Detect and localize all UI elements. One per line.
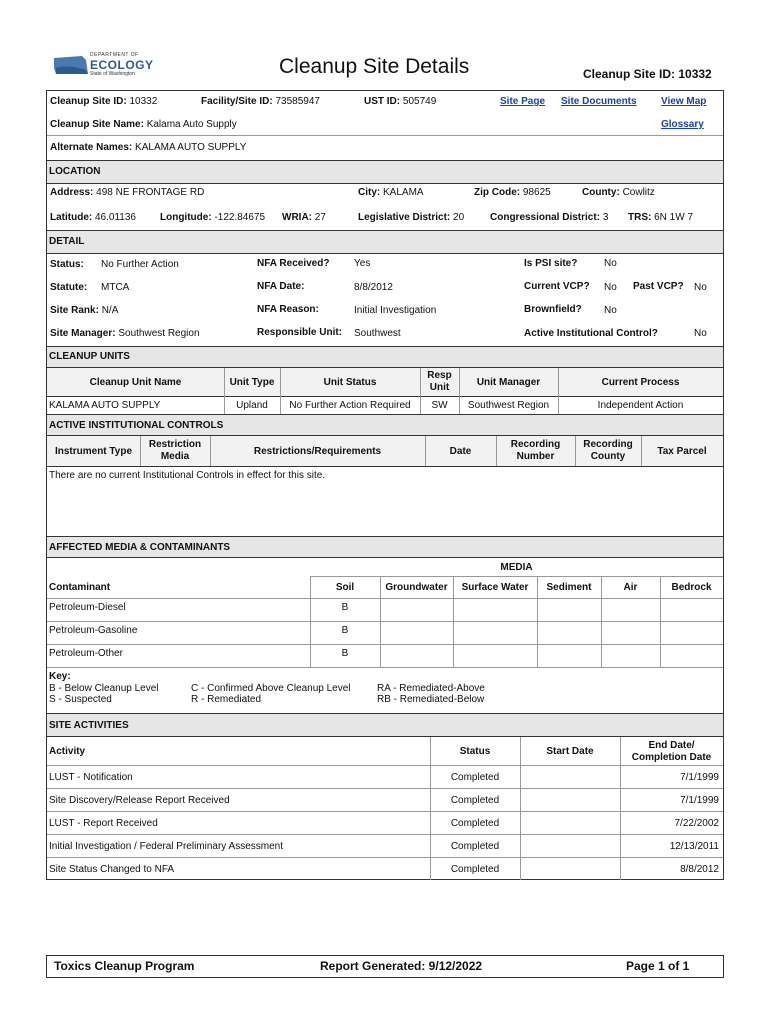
activity-status: Completed (450, 795, 500, 806)
units-col-manager: Unit Manager (476, 377, 541, 388)
congressional-district-value: 3 (602, 212, 609, 223)
site-rank-value: N/A (101, 305, 119, 316)
site-name-label: Cleanup Site Name: (50, 119, 144, 130)
activities-col-start: Start Date (546, 746, 594, 757)
brownfield-value: No (604, 305, 617, 316)
contaminant-soil: B (341, 602, 349, 613)
longitude-label: Longitude: (160, 212, 212, 223)
activity-name: LUST - Notification (49, 772, 133, 783)
controls-col-media: Restriction Media (148, 439, 202, 462)
contaminant-soil: B (341, 625, 349, 636)
activity-name: LUST - Report Received (49, 818, 158, 829)
psi-label: Is PSI site? (524, 258, 578, 269)
media-col-sediment: Sediment (546, 582, 592, 593)
page-title: Cleanup Site Details (279, 55, 470, 78)
contaminant-soil: B (341, 648, 349, 659)
view-map-link[interactable]: View Map (661, 96, 707, 107)
active-institutional-control-value: No (694, 328, 707, 339)
footer-page-number: Page 1 of 1 (626, 959, 690, 973)
activity-end: 12/13/2011 (669, 841, 719, 852)
media-col-air: Air (623, 582, 638, 593)
address-label: Address: (50, 187, 94, 198)
site-documents-link[interactable]: Site Documents (561, 96, 637, 107)
controls-col-date: Date (449, 446, 472, 457)
controls-col-recording-number: Recording Number (510, 439, 561, 462)
contaminant-name: Petroleum-Gasoline (49, 625, 138, 636)
psi-value: No (604, 258, 617, 269)
media-col-soil: Soil (335, 582, 355, 593)
current-vcp-value: No (604, 282, 617, 293)
logo-line2: ECOLOGY (90, 58, 154, 72)
unit-status: No Further Action Required (289, 400, 411, 411)
key-item: RA - Remediated-Above (377, 683, 485, 694)
ust-id-label: UST ID: (364, 96, 401, 107)
activity-status: Completed (450, 772, 500, 783)
media-col-groundwater: Groundwater (385, 582, 448, 593)
activity-name: Initial Investigation / Federal Preliminary Assessment (49, 841, 283, 852)
zip-value: 98625 (522, 187, 551, 198)
brownfield-label: Brownfield? (524, 304, 582, 315)
activity-end: 7/1/1999 (680, 772, 719, 783)
alt-names-value: KALAMA AUTO SUPPLY (135, 142, 247, 153)
nfa-reason-value: Initial Investigation (354, 305, 437, 316)
activity-status: Completed (450, 818, 500, 829)
controls-col-instrument: Instrument Type (54, 446, 133, 457)
legislative-district-value: 20 (453, 212, 465, 223)
glossary-link[interactable]: Glossary (661, 119, 704, 130)
wria-label: WRIA: (282, 212, 312, 223)
responsible-unit-value: Southwest (354, 328, 401, 339)
detail-heading: DETAIL (49, 236, 85, 247)
responsible-unit-label: Responsible Unit: (257, 327, 343, 338)
controls-col-requirements: Restrictions/Requirements (253, 446, 382, 457)
footer-report-generated: Report Generated: 9/12/2022 (320, 959, 483, 973)
units-col-process: Current Process (601, 377, 680, 388)
past-vcp-value: No (694, 282, 707, 293)
ust-id-value: 505749 (402, 96, 437, 107)
logo-line1: DEPARTMENT OF (90, 52, 139, 58)
site-page-link[interactable]: Site Page (500, 96, 546, 107)
active-institutional-control-label: Active Institutional Control? (524, 328, 658, 339)
nfa-date-label: NFA Date: (257, 281, 305, 292)
nfa-reason-label: NFA Reason: (257, 304, 319, 315)
nfa-received-label: NFA Received? (257, 258, 330, 269)
cleanup-site-id-label: Cleanup Site ID: (50, 96, 127, 107)
controls-empty-message: There are no current Institutional Controls in effect for this site. (49, 470, 326, 481)
ecology-logo (52, 52, 152, 80)
activities-col-activity: Activity (49, 746, 86, 757)
activities-col-end: End Date/ Completion Date (631, 740, 712, 763)
status-value: No Further Action (101, 259, 179, 270)
wria-value: 27 (314, 212, 326, 223)
header-site-id: Cleanup Site ID: 10332 (583, 67, 712, 81)
county-label: County: (582, 187, 620, 198)
congressional-district-label: Congressional District: (490, 212, 601, 223)
affected-media-heading: AFFECTED MEDIA & CONTAMINANTS (49, 542, 231, 553)
unit-type: Upland (236, 400, 268, 411)
latitude-value: 46.01136 (95, 212, 136, 223)
trs-value: 6N 1W 7 (654, 212, 694, 223)
zip-label: Zip Code: (474, 187, 521, 198)
activity-name: Site Status Changed to NFA (49, 864, 175, 875)
trs-label: TRS: (628, 212, 652, 223)
latitude-label: Latitude: (50, 212, 93, 223)
key-item: RB - Remediated-Below (377, 694, 485, 705)
activities-col-status: Status (459, 746, 491, 757)
cleanup-site-id-value: 10332 (129, 96, 158, 107)
unit-resp: SW (431, 400, 448, 411)
activity-end: 7/1/1999 (680, 795, 719, 806)
activity-end: 8/8/2012 (680, 864, 719, 875)
cleanup-units-heading: CLEANUP UNITS (49, 351, 130, 362)
institutional-controls-heading: ACTIVE INSTITUTIONAL CONTROLS (49, 420, 224, 431)
past-vcp-label: Past VCP? (633, 281, 684, 292)
key-item: B - Below Cleanup Level (49, 683, 159, 694)
activity-name: Site Discovery/Release Report Received (49, 795, 230, 806)
units-col-status: Unit Status (323, 377, 377, 388)
longitude-value: -122.84675 (214, 212, 266, 223)
units-col-name: Cleanup Unit Name (89, 377, 182, 388)
unit-process: Independent Action (597, 400, 684, 411)
facility-id-label: Facility/Site ID: (201, 96, 273, 107)
site-name-value: Kalama Auto Supply (146, 119, 237, 130)
contaminant-name: Petroleum-Other (49, 648, 123, 659)
unit-name: KALAMA AUTO SUPPLY (49, 400, 161, 411)
key-item: C - Confirmed Above Cleanup Level (191, 683, 351, 694)
logo-line3: State of Washington (90, 71, 135, 77)
address-value: 498 NE FRONTAGE RD (96, 187, 205, 198)
location-heading: LOCATION (49, 166, 101, 177)
controls-col-tax-parcel: Tax Parcel (657, 446, 707, 457)
legislative-district-label: Legislative District: (358, 212, 451, 223)
county-value: Cowlitz (622, 187, 655, 198)
key-title: Key: (49, 671, 71, 682)
washington-map-icon (52, 54, 90, 76)
site-rank-label: Site Rank: (50, 305, 99, 316)
key-item: R - Remediated (191, 694, 262, 705)
nfa-received-value: Yes (354, 258, 371, 269)
city-value: KALAMA (383, 187, 424, 198)
site-manager-label: Site Manager: (50, 328, 116, 339)
footer-program: Toxics Cleanup Program (54, 959, 195, 973)
unit-manager: Southwest Region (467, 400, 550, 411)
contaminant-name: Petroleum-Diesel (49, 602, 126, 613)
status-label: Status: (50, 259, 84, 270)
media-col-contaminant: Contaminant (49, 582, 111, 593)
units-col-resp-unit: Resp Unit (427, 370, 452, 393)
site-activities-heading: SITE ACTIVITIES (49, 720, 129, 731)
activity-end: 7/22/2002 (674, 818, 719, 829)
activity-status: Completed (450, 841, 500, 852)
statute-value: MTCA (101, 282, 130, 293)
site-manager-value: Southwest Region (118, 328, 200, 339)
activity-status: Completed (450, 864, 500, 875)
key-item: S - Suspected (49, 694, 112, 705)
facility-id-value: 73585947 (275, 96, 320, 107)
controls-col-recording-county: Recording County (583, 439, 633, 462)
media-col-bedrock: Bedrock (671, 582, 712, 593)
media-group-label: MEDIA (500, 562, 533, 573)
city-label: City: (358, 187, 381, 198)
current-vcp-label: Current VCP? (524, 281, 590, 292)
media-col-surface-water: Surface Water (461, 582, 529, 593)
nfa-date-value: 8/8/2012 (354, 282, 393, 293)
statute-label: Statute: (50, 282, 88, 293)
alt-names-label: Alternate Names: (50, 142, 133, 153)
units-col-type: Unit Type (229, 377, 275, 388)
